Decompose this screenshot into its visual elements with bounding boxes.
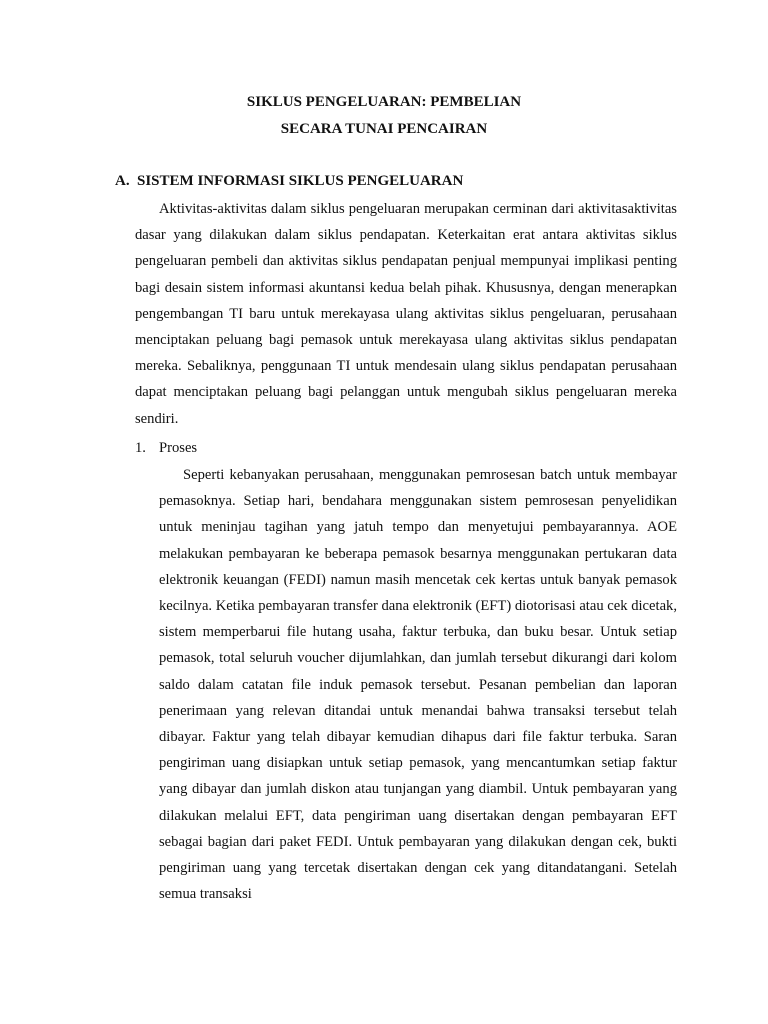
- list-item-label: Proses: [159, 440, 198, 456]
- section-marker: A.: [115, 173, 130, 189]
- list-item: [135, 439, 197, 457]
- section-heading-text: SISTEM INFORMASI SIKLUS PENGELUARAN: [137, 173, 464, 189]
- document-subtitle: SECARA TUNAI PENCAIRAN: [280, 121, 488, 137]
- list-item-number: 1.: [135, 440, 146, 456]
- document-title: SIKLUS PENGELUARAN: PEMBELIAN: [246, 94, 522, 110]
- section-heading: [115, 172, 463, 190]
- section-paragraph: Aktivitas-aktivitas dalam siklus pengeluaran merupakan cerminan dari aktivitasaktivitas dasar yang dilakukan dalam siklus pendapatan. Keterkaitan erat antara aktivitas siklus pengeluaran pembeli dan aktivitas siklus pendapatan penjual mempunyai implikasi penting bagi desain sistem informasi akuntansi kedua belah pihak. Khususnya, dengan menerapkan pengembangan TI baru untuk merekayasa ulang aktivitas siklus pengeluaran, perusahaan menciptakan peluang bagi pemasok untuk merekayasa ulang aktivitas siklus pendapatan mereka. Sebaliknya, penggunaan TI untuk mendesain ulang siklus pendapatan perusahaan dapat menciptakan peluang bagi pelanggan untuk mengubah siklus pengeluaran mereka sendiri.: [135, 201, 677, 427]
- list-item-paragraph: Seperti kebanyakan perusahaan, menggunakan pemrosesan batch untuk membayar pemasoknya. Setiap hari, bendahara menggunakan sistem pemrosesan penyelidikan untuk meninjau tagihan yang jatuh tempo dan menyetujui pembayarannya. AOE melakukan pembayaran ke beberapa pemasok besarnya menggunakan pertukaran data elektronik keuangan (FEDI) namun masih mencetak cek kertas untuk banyak pemasok kecilnya. Ketika pembayaran transfer dana elektronik (EFT) diotorisasi atau cek dicetak, sistem memperbarui file hutang usaha, faktur terbuka, dan buku besar. Untuk setiap pemasok, total seluruh voucher dijumlahkan, dan jumlah tersebut dikurangi dari kolom saldo dalam catatan file induk pemasok tersebut. Pesanan pembelian dan laporan penerimaan yang relevan ditandai untuk menandai bahwa transaksi tersebut telah dibayar. Faktur yang telah dibayar kemudian dihapus dari file faktur terbuka. Saran pengiriman uang disiapkan untuk setiap pemasok, yang mencantumkan setiap faktur yang dibayar dan jumlah diskon atau tunjangan yang diambil. Untuk pembayaran yang dilakukan melalui EFT, data pengiriman uang disertakan dengan pembayaran EFT sebagai bagian dari paket FEDI. Untuk pembayaran yang dilakukan dengan cek, bukti pengiriman uang yang tercetak disertakan dengan cek yang ditandatangani. Setelah semua transaksi: [159, 467, 677, 903]
